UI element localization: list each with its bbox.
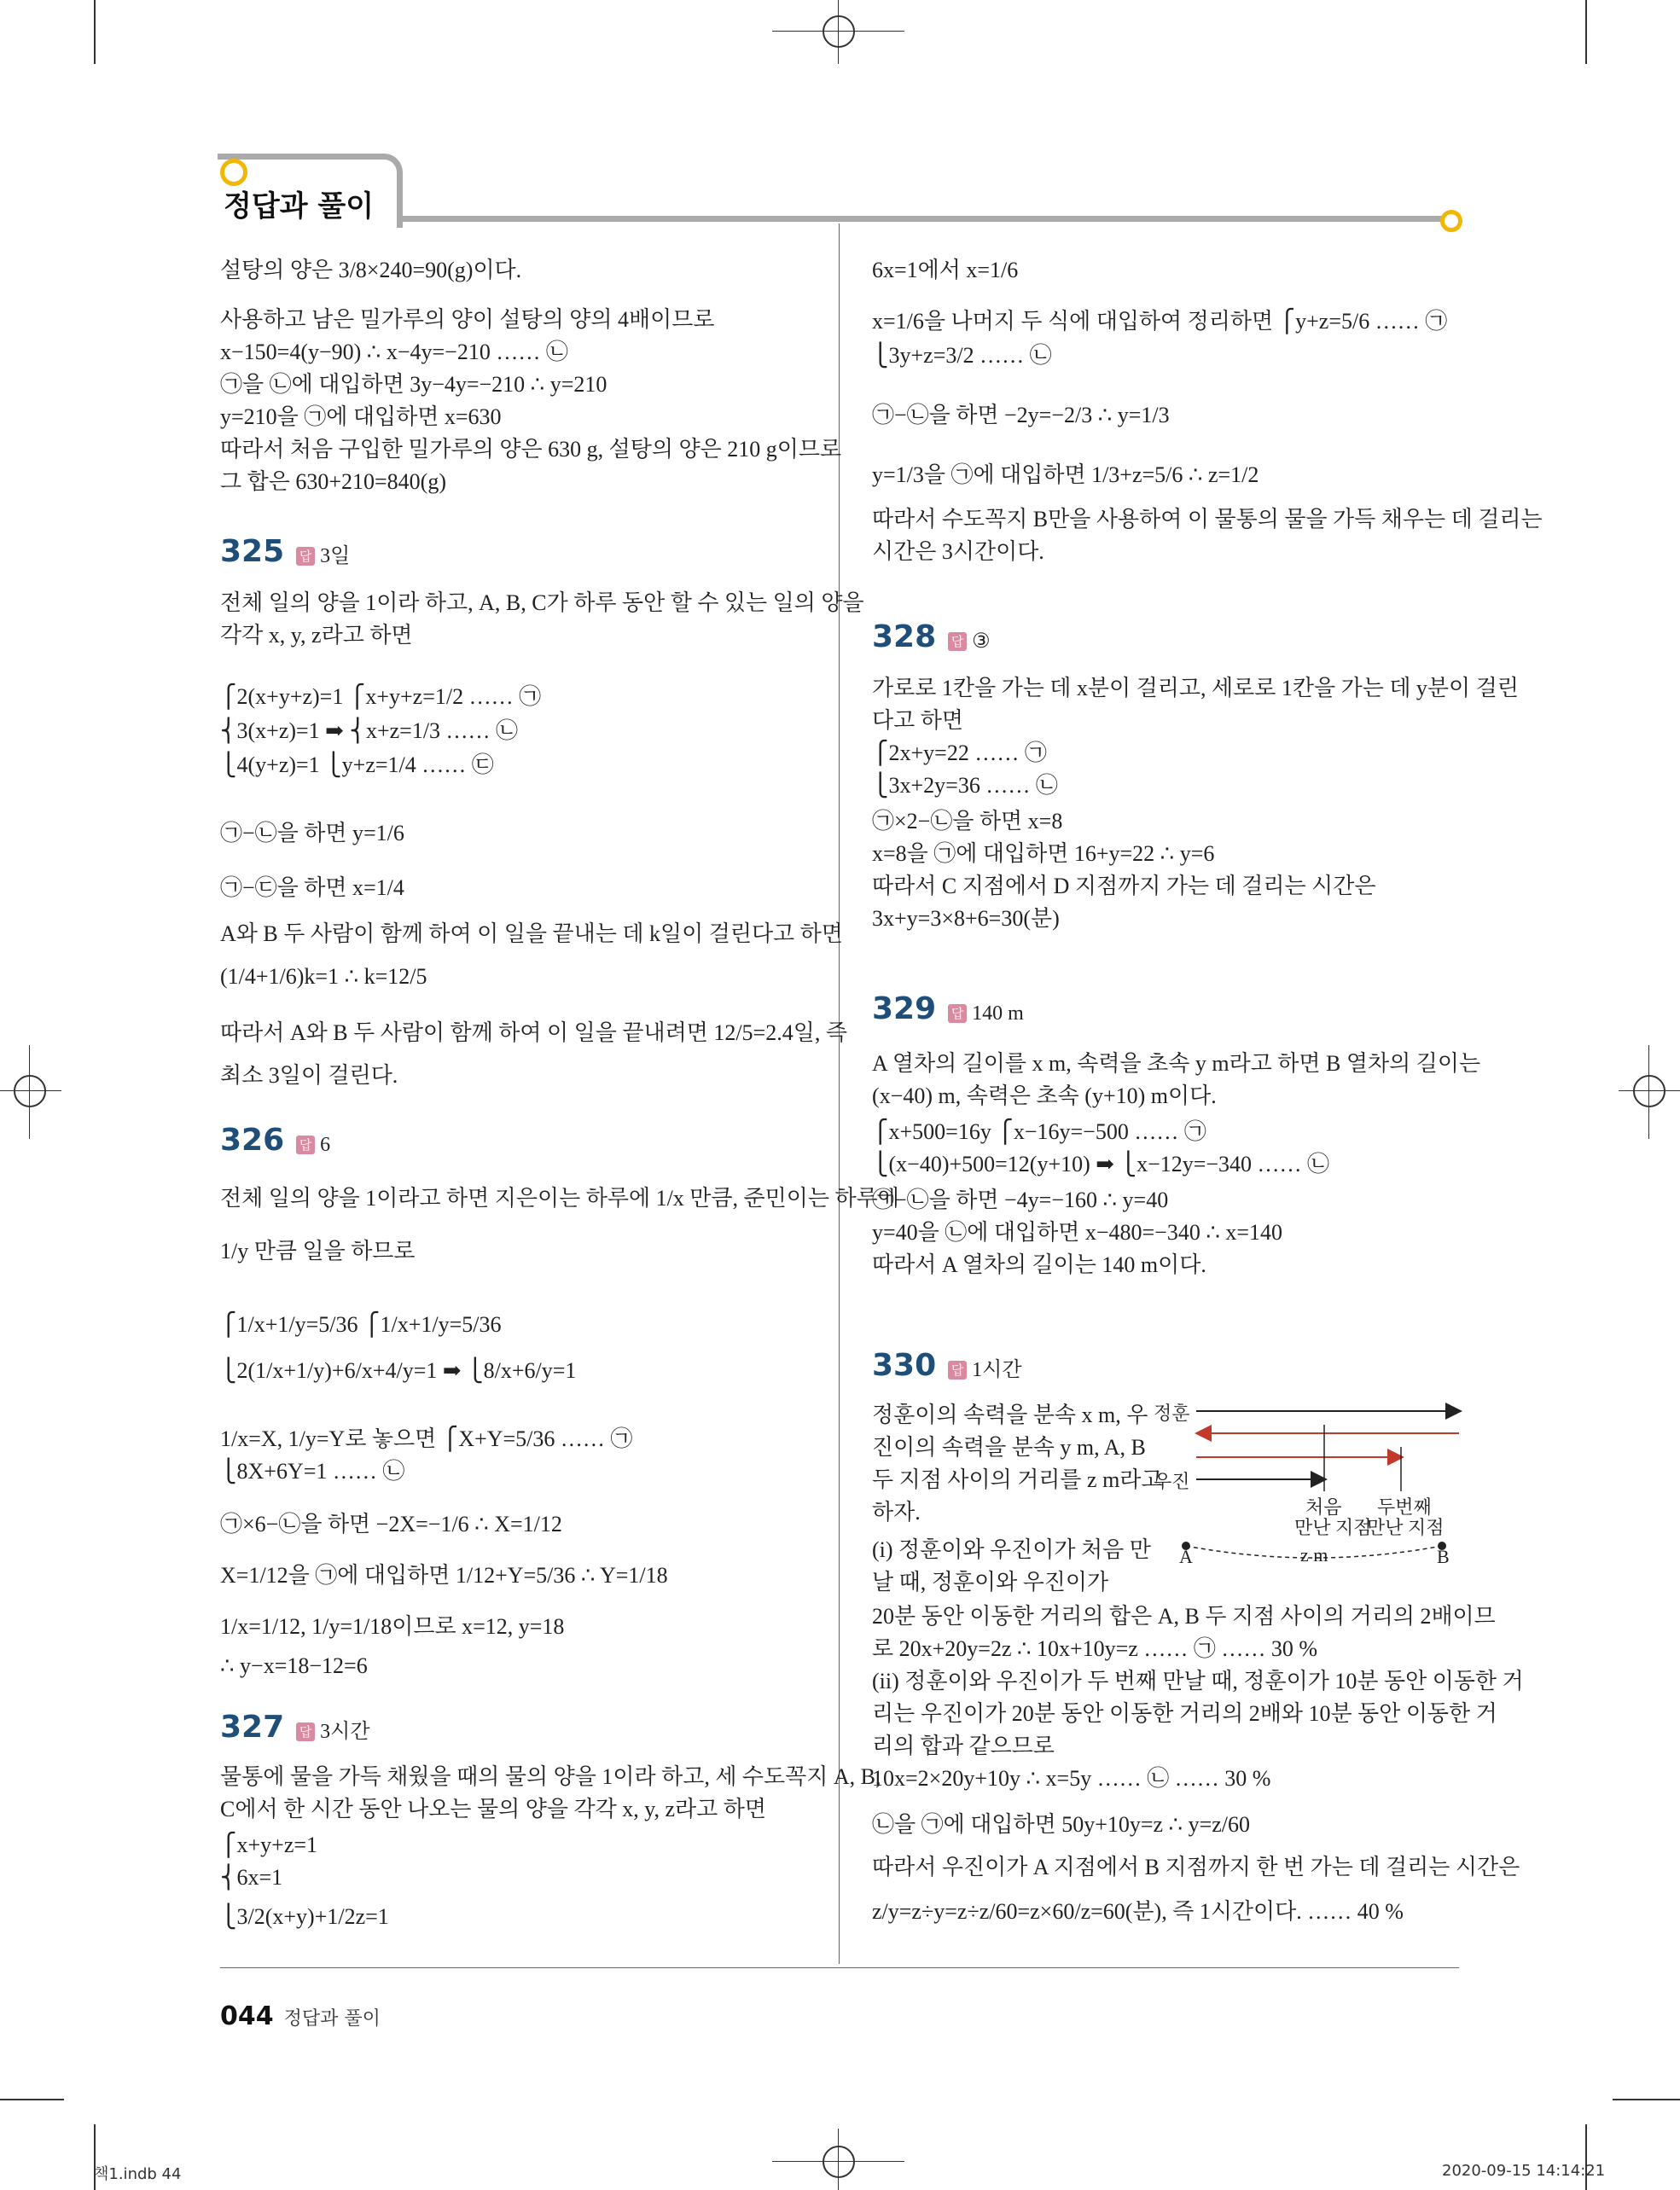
page-title: 정답과 풀이 xyxy=(224,189,375,224)
equation-line: ⎩3/2(x+y)+1/2z=1 xyxy=(220,1904,389,1929)
equation-line: (1/4+1/6)k=1 ∴ k=12/5 xyxy=(220,964,427,989)
equation-line: 3x+y=3×8+6=30(분) xyxy=(872,906,1060,931)
answer-text: 1시간 xyxy=(972,1359,1022,1382)
page-footer xyxy=(220,2001,381,2031)
equation-line: ㉠−㉡을 하면 −2y=−2/3 ∴ y=1/3 xyxy=(872,403,1170,427)
text-line: 전체 일의 양을 1이라 하고, A, B, C가 하루 동안 할 수 있는 일의 양을 xyxy=(220,590,864,615)
equation-line: 1/x=1/12, 1/y=1/18이므로 x=12, y=18 xyxy=(220,1614,565,1639)
equation-line: ⎩4(y+z)=1 ⎩y+z=1/4 …… ㉢ xyxy=(220,752,494,777)
header-rule xyxy=(397,216,1450,222)
question-327-header xyxy=(220,1710,370,1746)
text-line: 다고 하면 xyxy=(872,708,963,733)
text-line: 리의 합과 같으므로 xyxy=(872,1734,1055,1758)
equation-line: y=40을 ㉡에 대입하면 x−480=−340 ∴ x=140 xyxy=(872,1220,1283,1245)
equation-line: ⎧x+y+z=1 xyxy=(220,1833,318,1857)
label-second2: 만난 지점 xyxy=(1367,1517,1445,1538)
text-line: 최소 3일이 걸린다. xyxy=(220,1063,398,1088)
equation-line: ㉠−㉡을 하면 −4y=−160 ∴ y=40 xyxy=(872,1188,1169,1212)
equation-line: ⎩3y+z=3/2 …… ㉡ xyxy=(872,343,1052,368)
right-column xyxy=(872,256,1543,1962)
crop-mark xyxy=(1613,2099,1680,2100)
text-line: 따라서 C 지점에서 D 지점까지 가는 데 걸리는 시간은 xyxy=(872,874,1376,898)
answer-badge: 답 xyxy=(948,1004,967,1023)
label-point-a: A xyxy=(1179,1546,1193,1567)
question-number: 325 xyxy=(220,534,285,569)
question-328-header xyxy=(872,619,991,656)
equation-line: ⎨3(x+z)=1 ➡ ⎨x+z=1/3 …… ㉡ xyxy=(220,718,519,743)
registration-line xyxy=(838,0,839,64)
text-line: 사용하고 남은 밀가루의 양이 설탕의 양의 4배이므로 xyxy=(220,307,715,332)
crop-mark xyxy=(94,0,96,64)
text-line: 진이의 속력을 분속 y m, A, B xyxy=(872,1435,1146,1460)
text-line: 리는 우진이가 20분 동안 이동한 거리의 2배와 10분 동안 이동한 거 xyxy=(872,1701,1497,1726)
equation-line: z/y=z÷y=z÷z/60=z×60/z=60(분), 즉 1시간이다. …… 40 % xyxy=(872,1899,1404,1924)
answer-text: ③ xyxy=(972,630,991,654)
equation-line: ㉠×2−㉡을 하면 x=8 xyxy=(872,809,1063,834)
label-first2: 만난 지점 xyxy=(1294,1517,1372,1538)
question-number: 326 xyxy=(220,1123,285,1158)
question-number: 329 xyxy=(872,991,937,1026)
text-line: A 열차의 길이를 x m, 속력을 초속 y m라고 하면 B 열차의 길이는 xyxy=(872,1051,1481,1076)
registration-line xyxy=(838,2129,839,2190)
crop-mark xyxy=(1585,0,1587,64)
equation-line: ⎨6x=1 xyxy=(220,1865,283,1890)
text-line: ㉠−㉡을 하면 y=1/6 xyxy=(220,821,404,845)
label-point-b: B xyxy=(1437,1546,1450,1567)
text-line: (x−40) m, 속력은 초속 (y+10) m이다. xyxy=(872,1083,1217,1108)
equation-line: x=8을 ㉠에 대입하면 16+y=22 ∴ y=6 xyxy=(872,841,1215,866)
text-line: 전체 일의 양을 1이라고 하면 지은이는 하루에 1/x 만큼, 준민이는 하루에 xyxy=(220,1186,899,1211)
text-line: 시간은 3시간이다. xyxy=(872,539,1044,564)
equation-line: ⎩3x+2y=36 …… ㉡ xyxy=(872,773,1058,798)
equation-line: ⎩2(1/x+1/y)+6/x+4/y=1 ➡ ⎩8/x+6/y=1 xyxy=(220,1358,577,1383)
answer-text: 6 xyxy=(320,1134,331,1157)
text-line: 각각 x, y, z라고 하면 xyxy=(220,623,413,648)
page-number: 044 xyxy=(220,2001,274,2031)
question-330-header xyxy=(872,1348,1022,1385)
equation-line: ㉠×6−㉡을 하면 −2X=−1/6 ∴ X=1/12 xyxy=(220,1512,562,1536)
answer-badge: 답 xyxy=(948,1361,967,1380)
registration-mark xyxy=(823,15,855,48)
crop-mark xyxy=(0,2099,64,2100)
text-line: y=210을 ㉠에 대입하면 x=630 xyxy=(220,404,502,429)
text-line: 물통에 물을 가득 채웠을 때의 물의 양을 1이라 하고, 세 수도꼭지 A, B, xyxy=(220,1764,881,1789)
equation-line: ⎩(x−40)+500=12(y+10) ➡ ⎩x−12y=−340 …… ㉡ xyxy=(872,1152,1330,1176)
equation-line: X=1/12을 ㉠에 대입하면 1/12+Y=5/36 ∴ Y=1/18 xyxy=(220,1563,668,1588)
answer-text: 140 m xyxy=(972,1002,1024,1025)
text-line: 날 때, 정훈이와 우진이가 xyxy=(872,1570,1109,1595)
label-jh: 정훈 xyxy=(1154,1403,1190,1424)
footer-rule xyxy=(220,1967,1459,1968)
text-line: 설탕의 양은 3/8×240=90(g)이다. xyxy=(220,258,522,282)
answer-text: 3일 xyxy=(320,545,351,568)
text-line: 따라서 A 열차의 길이는 140 m이다. xyxy=(872,1252,1206,1277)
question-number: 327 xyxy=(220,1710,285,1745)
text-line: 정훈이의 속력을 분속 x m, 우 xyxy=(872,1403,1148,1427)
question-number: 330 xyxy=(872,1348,937,1383)
answer-badge: 답 xyxy=(296,1136,315,1154)
label-distance: z m xyxy=(1300,1544,1328,1566)
column-divider xyxy=(839,224,840,1964)
answer-text: 3시간 xyxy=(320,1721,370,1744)
text-line: 하자. xyxy=(872,1500,921,1525)
label-yj: 우진 xyxy=(1154,1471,1190,1492)
equation-line: 1/x=X, 1/y=Y로 놓으면 ⎧X+Y=5/36 …… ㉠ xyxy=(220,1426,633,1451)
registration-line xyxy=(1648,1045,1649,1139)
text-line: 가로로 1칸을 가는 데 x분이 걸리고, 세로로 1칸을 가는 데 y분이 걸린 xyxy=(872,676,1519,700)
registration-mark xyxy=(14,1075,46,1107)
question-325-header xyxy=(220,534,351,571)
text-line: 따라서 수도꼭지 B만을 사용하여 이 물통의 물을 가득 채우는 데 걸리는 xyxy=(872,507,1543,532)
text-line: 따라서 A와 B 두 사람이 함께 하여 이 일을 끝내려면 12/5=2.4일, 즉 xyxy=(220,1020,847,1045)
text-line: (ii) 정훈이와 우진이가 두 번째 만날 때, 정훈이가 10분 동안 이동한 거 xyxy=(872,1669,1524,1693)
equation-line: 10x=2×20y+10y ∴ x=5y …… ㉡ …… 30 % xyxy=(872,1766,1271,1791)
text-line: 따라서 우진이가 A 지점에서 B 지점까지 한 번 가는 데 걸리는 시간은 xyxy=(872,1855,1520,1879)
equation-line: 6x=1에서 x=1/6 xyxy=(872,258,1019,282)
registration-mark xyxy=(823,2146,855,2178)
label-second: 두번째 xyxy=(1377,1496,1432,1518)
text-line: (i) 정훈이와 우진이가 처음 만 xyxy=(872,1537,1151,1562)
crop-mark xyxy=(1585,2124,1587,2190)
text-line: ㉠−㉢을 하면 x=1/4 xyxy=(220,875,404,900)
registration-line xyxy=(29,1045,30,1139)
text-line: 따라서 처음 구입한 밀가루의 양은 630 g, 설탕의 양은 210 g이므로 xyxy=(220,437,842,462)
text-line: 20분 동안 이동한 거리의 합은 A, B 두 지점 사이의 거리의 2배이므 xyxy=(872,1604,1496,1629)
equation-line: 로 20x+20y=2z ∴ 10x+10y=z …… ㉠ …… 30 % xyxy=(872,1636,1318,1661)
page-footer-label: 정답과 풀이 xyxy=(283,2008,381,2030)
text-line: x−150=4(y−90) ∴ x−4y=−210 …… ㉡ xyxy=(220,340,568,364)
file-info: 책1.indb 44 xyxy=(94,2165,182,2183)
equation-line: ⎧2(x+y+z)=1 ⎧x+y+z=1/2 …… ㉠ xyxy=(220,684,542,709)
label-first: 처음 xyxy=(1305,1496,1342,1518)
answer-badge: 답 xyxy=(948,632,967,651)
print-timestamp: 2020-09-15 14:14:21 xyxy=(1442,2162,1606,2180)
text-line: 그 합은 630+210=840(g) xyxy=(220,469,446,494)
text-line: C에서 한 시간 동안 나오는 물의 양을 각각 x, y, z라고 하면 xyxy=(220,1797,767,1821)
text-line: A와 B 두 사람이 함께 하여 이 일을 끝내는 데 k일이 걸린다고 하면 xyxy=(220,921,843,946)
equation-line: ⎧x+500=16y ⎧x−16y=−500 …… ㉠ xyxy=(872,1119,1206,1144)
equation-line: ⎧2x+y=22 …… ㉠ xyxy=(872,741,1047,765)
motion-diagram xyxy=(1154,1399,1469,1570)
equation-line: y=1/3을 ㉠에 대입하면 1/3+z=5/6 ∴ z=1/2 xyxy=(872,462,1259,487)
equation-line: x=1/6을 나머지 두 식에 대입하여 정리하면 ⎧y+z=5/6 …… ㉠ xyxy=(872,309,1448,334)
question-329-header xyxy=(872,991,1024,1028)
header-dot-right xyxy=(1440,210,1462,232)
text-line: 두 지점 사이의 거리를 z m라고 xyxy=(872,1467,1163,1492)
equation-line: ⎩8X+6Y=1 …… ㉡ xyxy=(220,1459,405,1484)
text-line: ㉠을 ㉡에 대입하면 3y−4y=−210 ∴ y=210 xyxy=(220,372,607,397)
answer-badge: 답 xyxy=(296,547,315,566)
equation-line: ㉡을 ㉠에 대입하면 50y+10y=z ∴ y=z/60 xyxy=(872,1812,1251,1837)
equation-line: ⎧1/x+1/y=5/36 ⎧1/x+1/y=5/36 xyxy=(220,1312,502,1337)
registration-line xyxy=(0,1090,61,1091)
equation-line: ∴ y−x=18−12=6 xyxy=(220,1653,368,1678)
registration-mark xyxy=(1633,1075,1665,1107)
question-number: 328 xyxy=(872,619,937,654)
registration-line xyxy=(1619,1090,1680,1091)
answer-badge: 답 xyxy=(296,1722,315,1741)
text-line: 1/y 만큼 일을 하므로 xyxy=(220,1239,416,1263)
question-326-header xyxy=(220,1123,331,1159)
